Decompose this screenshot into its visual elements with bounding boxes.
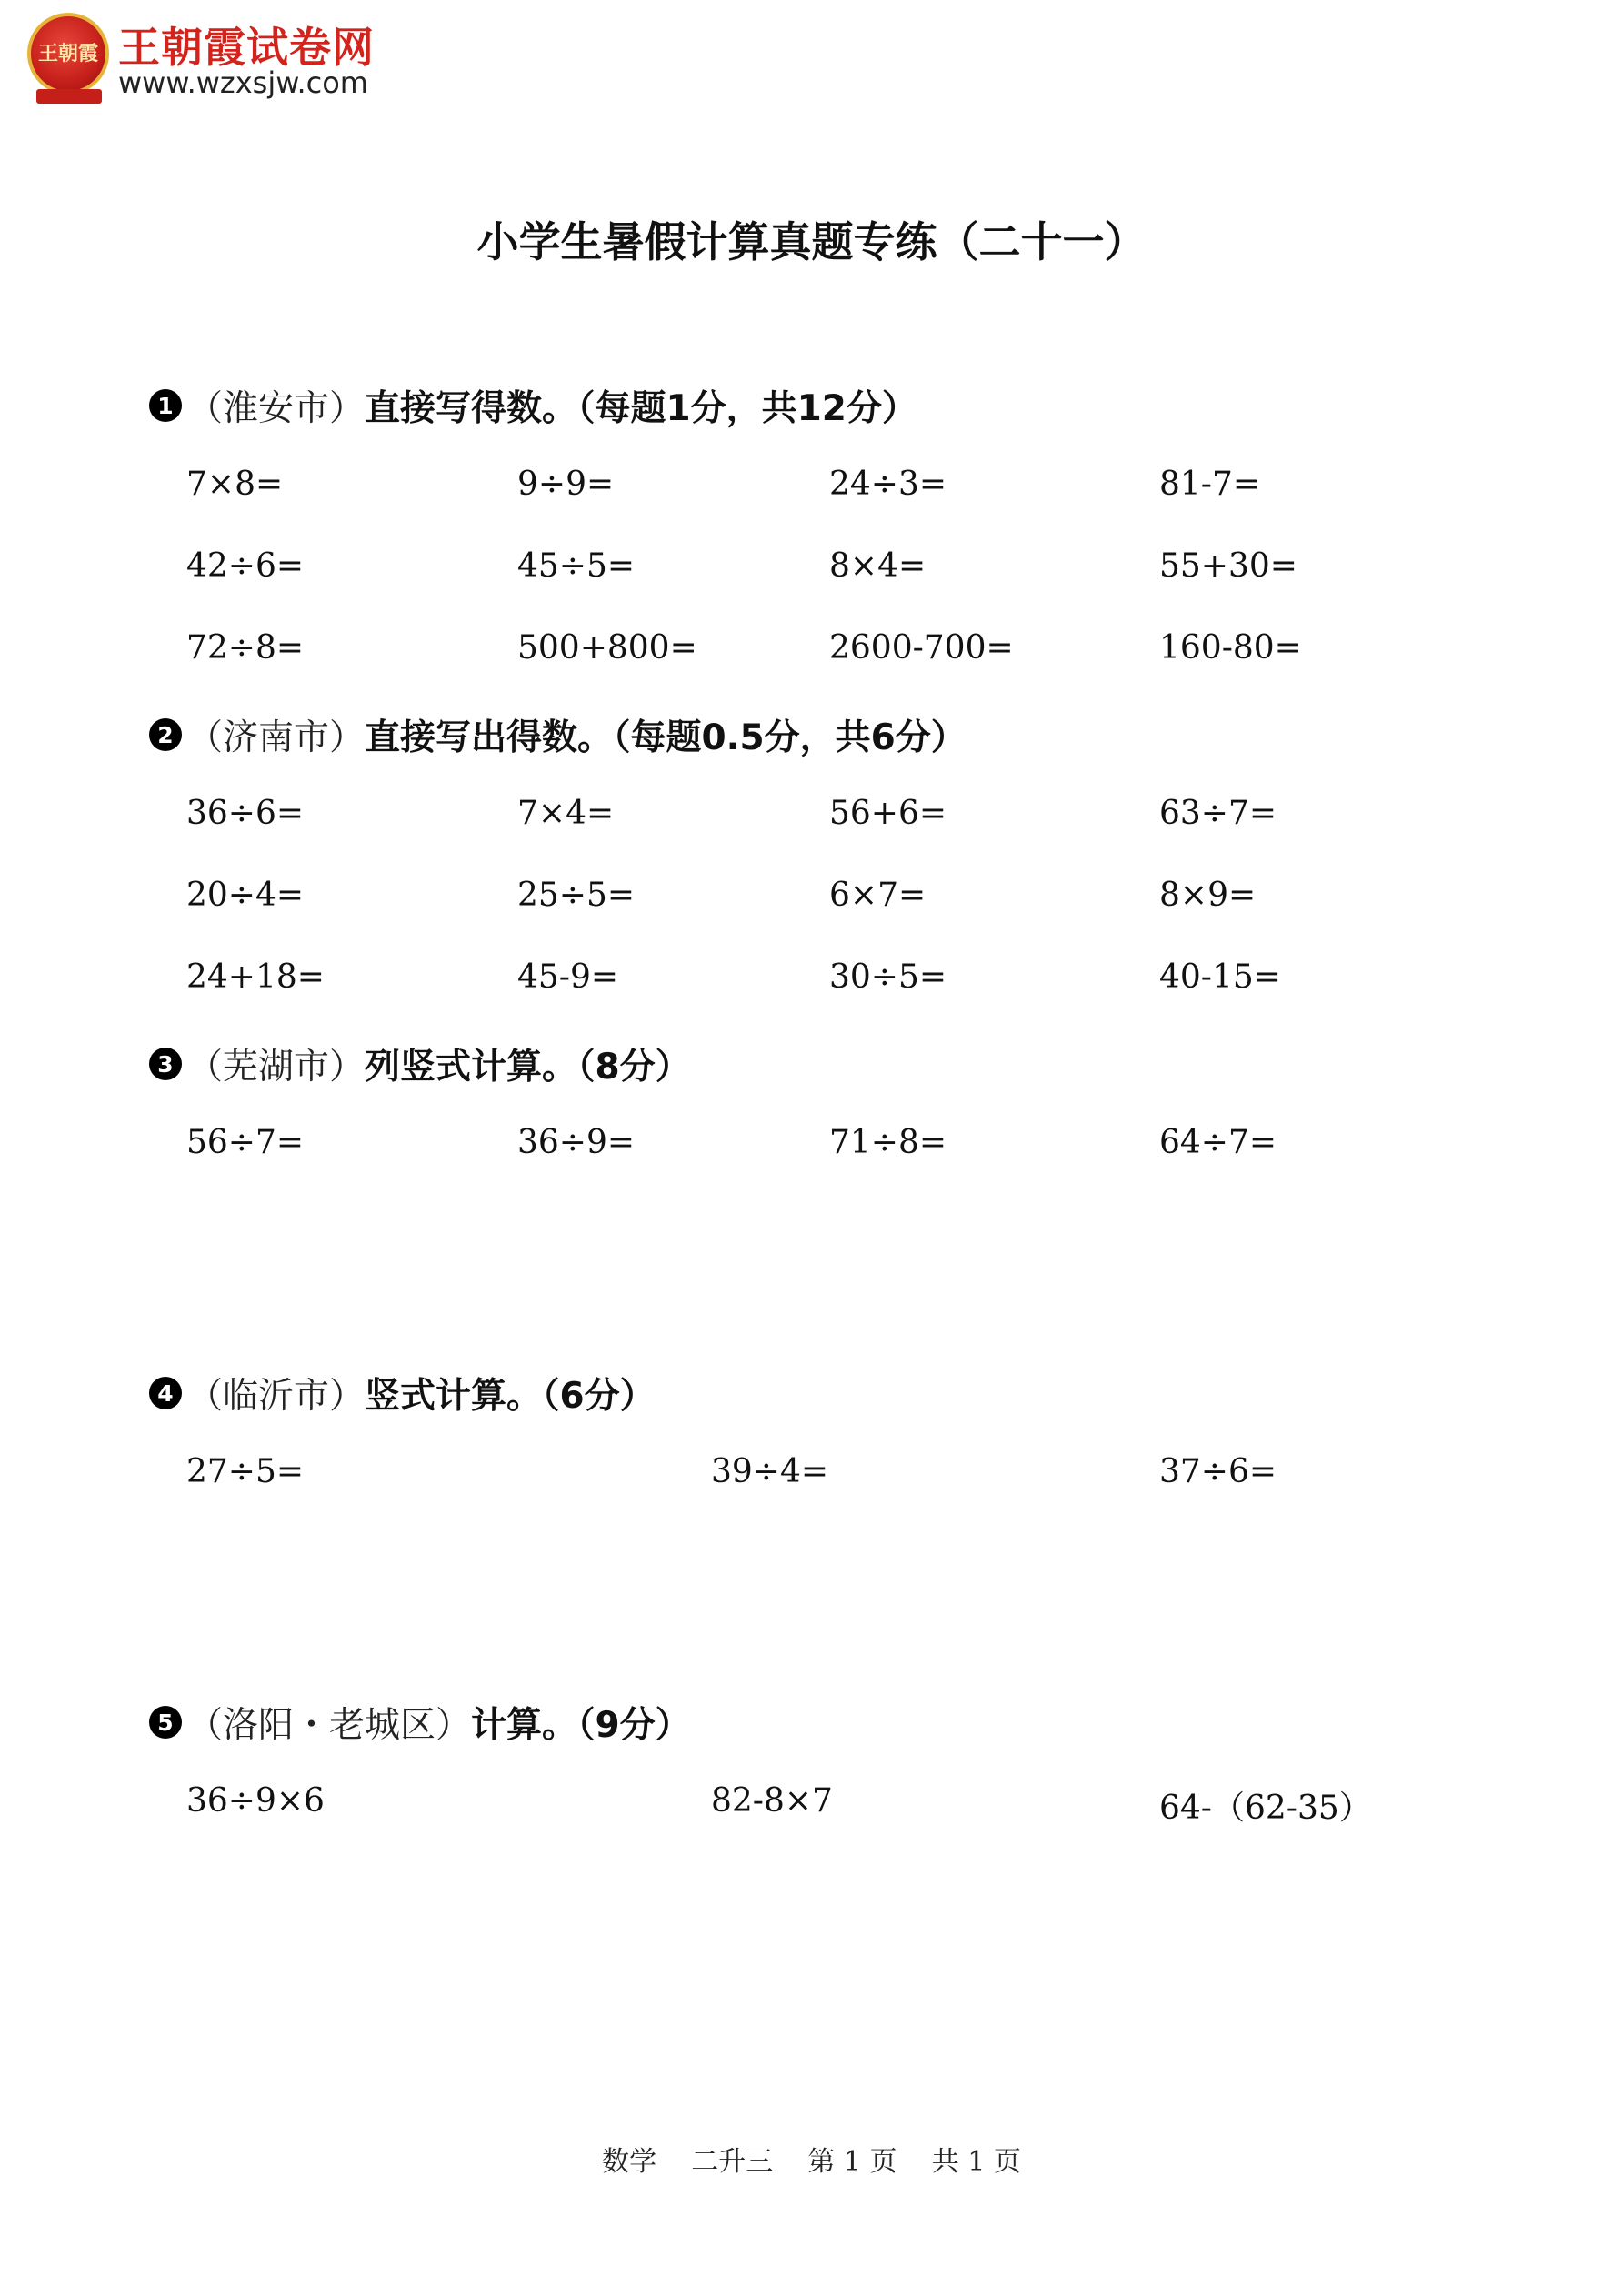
problem: 63÷7= <box>1159 795 1277 832</box>
problem: 42÷6= <box>186 547 305 585</box>
problem: 36÷6= <box>186 795 305 832</box>
problem: 39÷4= <box>711 1453 829 1490</box>
problem: 2600-700= <box>829 629 1014 667</box>
problem: 64÷7= <box>1159 1124 1277 1161</box>
section-3-instruction: 列竖式计算。（8分） <box>365 1047 691 1088</box>
problem: 30÷5= <box>829 958 947 996</box>
problem: 72÷8= <box>186 629 305 667</box>
problem: 56÷7= <box>186 1124 305 1161</box>
section-3-number-badge: 3 <box>149 1048 182 1080</box>
logo-seal-text: 王朝霞 <box>37 42 98 65</box>
problem: 40-15= <box>1159 958 1281 996</box>
section-1-instruction: 直接写得数。（每题1分，共12分） <box>365 388 917 429</box>
section-3-region: （芜湖市） <box>187 1047 366 1088</box>
problem: 45÷5= <box>517 547 636 585</box>
section-4-heading <box>149 1368 656 1419</box>
section-2-number-badge: 2 <box>149 718 182 751</box>
section-2-heading <box>149 709 967 760</box>
section-5-instruction: 计算。（9分） <box>471 1705 691 1746</box>
section-5-heading <box>149 1697 691 1748</box>
problem: 64-（62-35） <box>1159 1790 1372 1827</box>
section-5-region: （洛阳・老城区） <box>187 1705 472 1746</box>
section-1-heading <box>149 380 917 431</box>
logo-seal-icon <box>27 13 109 95</box>
problem: 24+18= <box>186 958 325 996</box>
logo-url: www.wzxsjw.com <box>118 65 368 100</box>
logo-ribbon-icon <box>36 89 102 104</box>
problem: 7×4= <box>517 795 615 832</box>
problem: 45-9= <box>517 958 619 996</box>
problem: 6×7= <box>829 877 927 914</box>
problem: 7×8= <box>186 466 284 503</box>
page-title: 小学生暑假计算真题专练（二十一） <box>476 217 1147 266</box>
section-2-region: （济南市） <box>187 717 366 758</box>
problem: 27÷5= <box>186 1453 305 1490</box>
problem: 36÷9×6 <box>186 1782 325 1820</box>
section-4-number-badge: 4 <box>149 1377 182 1409</box>
section-3-heading <box>149 1038 691 1089</box>
problem: 81-7= <box>1159 466 1261 503</box>
problem: 160-80= <box>1159 629 1302 667</box>
problem: 71÷8= <box>829 1124 947 1161</box>
section-5-number-badge: 5 <box>149 1706 182 1739</box>
page-footer: 数学 二升三 第 1 页 共 1 页 <box>602 2146 1021 2178</box>
problem: 36÷9= <box>517 1124 636 1161</box>
site-logo <box>27 13 418 104</box>
problem: 8×4= <box>829 547 927 585</box>
problem: 9÷9= <box>517 466 615 503</box>
problem: 82-8×7 <box>711 1782 833 1820</box>
problem: 25÷5= <box>517 877 636 914</box>
logo-title: 王朝霞试卷网 <box>118 23 375 72</box>
problem: 500+800= <box>517 629 697 667</box>
section-1-number-badge: 1 <box>149 389 182 422</box>
section-4-region: （临沂市） <box>187 1376 366 1417</box>
problem: 20÷4= <box>186 877 305 914</box>
problem: 24÷3= <box>829 466 947 503</box>
section-1-region: （淮安市） <box>187 388 366 429</box>
section-4-instruction: 竖式计算。（6分） <box>365 1376 656 1417</box>
problem: 37÷6= <box>1159 1453 1277 1490</box>
problem: 8×9= <box>1159 877 1257 914</box>
section-2-instruction: 直接写出得数。（每题0.5分，共6分） <box>365 717 967 758</box>
problem: 56+6= <box>829 795 947 832</box>
problem: 55+30= <box>1159 547 1297 585</box>
